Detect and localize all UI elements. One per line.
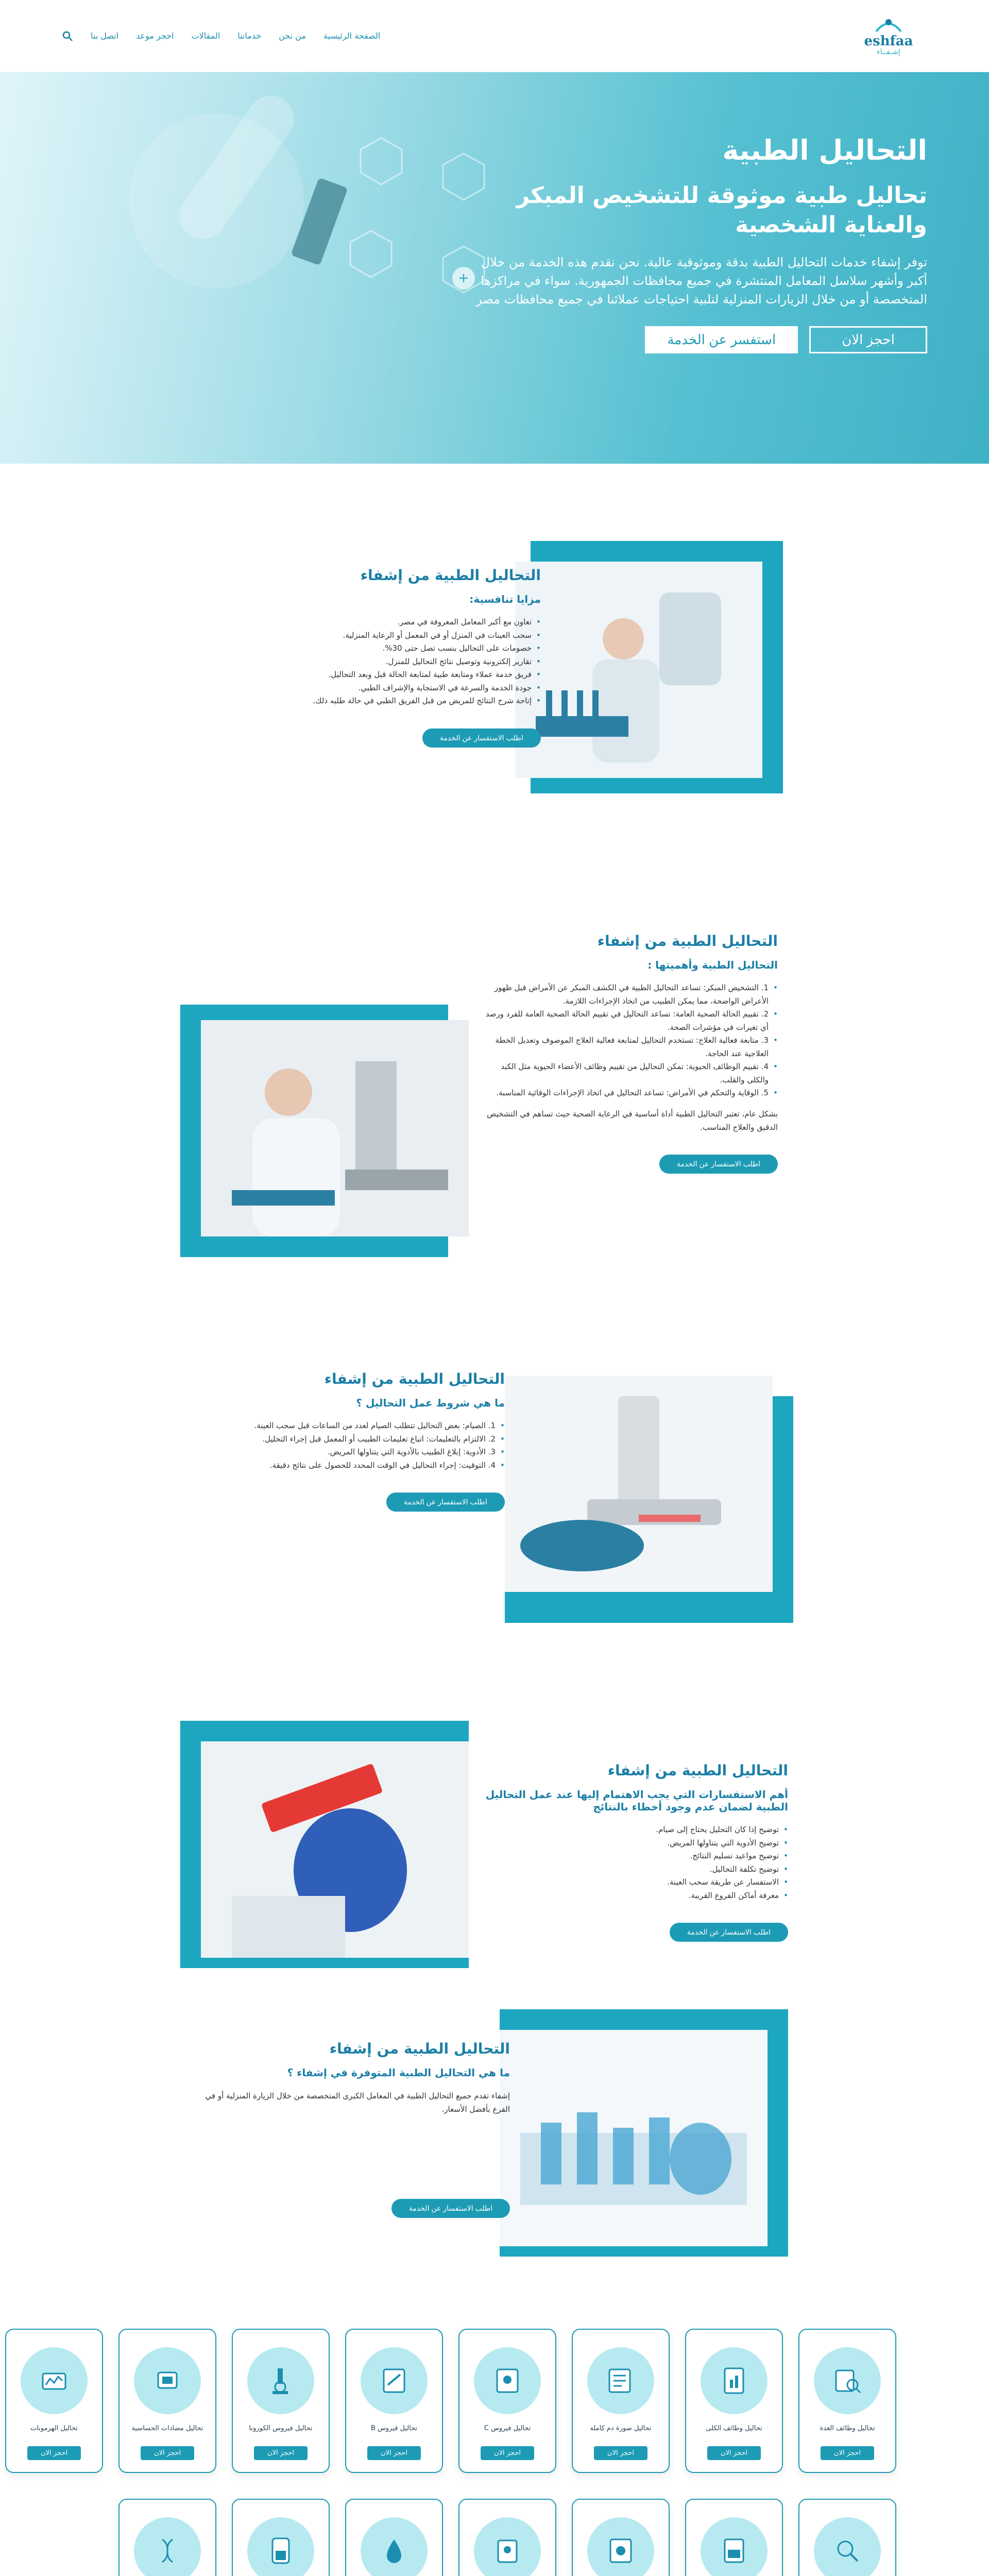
- test-card-book-button[interactable]: احجز الان: [27, 2446, 81, 2460]
- section-text: [201, 2040, 510, 2218]
- section-title: التحاليل الطبية من إشفاء: [607, 1762, 788, 1779]
- section-available-tests: [0, 2009, 989, 2329]
- section-title: التحاليل الطبية من إشفاء: [324, 1370, 505, 1387]
- test-card[interactable]: [118, 2499, 216, 2576]
- test-card-label: تحاليل مضادات الحساسية: [131, 2425, 203, 2432]
- list-item: • 5. الوقاية والتحكم في الأمراض: تساعد التحاليل في اتخاذ الإجراءات الوقائية المناسبة.: [479, 1087, 778, 1100]
- anemia-icon: [361, 2517, 428, 2576]
- genetic-icon: [134, 2517, 201, 2576]
- hero-actions: [464, 326, 927, 353]
- inquire-service-button[interactable]: اطلب الاستفسار عن الخدمة: [659, 1155, 778, 1174]
- nav-home[interactable]: الصفحة الرئيسية: [323, 31, 381, 41]
- test-card[interactable]: [118, 2329, 216, 2473]
- test-card[interactable]: [232, 2499, 330, 2576]
- inquire-service-button[interactable]: اطلب الاستفسار عن الخدمة: [422, 728, 541, 748]
- tests-cards-grid: [0, 2329, 989, 2576]
- test-card-label: تحاليل فيروس B: [370, 2425, 418, 2432]
- section-image-frame: [484, 1360, 793, 1628]
- test-card[interactable]: [345, 2329, 443, 2473]
- hero-banner: [0, 72, 989, 464]
- list-item: • معرفة أماكن الفروع القريبة.: [479, 1889, 788, 1903]
- test-card[interactable]: [685, 2329, 783, 2473]
- lab-photo: [515, 562, 762, 778]
- test-card-label: تحاليل فيروس C: [484, 2425, 531, 2432]
- list-item: • توضيح الأدوية التي يتناولها المريض.: [479, 1837, 788, 1850]
- hero-text: توفر إشفاء خدمات التحاليل الطبية بدقة وموثوقية عالية. نحن نقدم هذه الخدمة من خلال أكبر وأشهر سلاسل المعامل المنتشرة في جميع محافظات الجمهورية. سواء في مراكزها المتخصصة أو من خلال الزيارات المنزلية لتلبية احتياجات عملائنا في جميع محافظات مصر: [476, 255, 927, 307]
- section-subtitle: التحاليل الطبية وأهميتها :: [647, 959, 778, 971]
- list-item: • 4. تقييم الوظائف الحيوية: تمكن التحاليل من تقييم وظائف الأعضاء الحيوية مثل الكبد والكلى والقلب.: [479, 1060, 778, 1087]
- site-header: [0, 0, 989, 72]
- list-item: • 4. التوقيت: إجراء التحاليل في الوقت المحدد للحصول على نتائج دقيقة.: [201, 1459, 505, 1472]
- nav-booking[interactable]: احجز موعد: [136, 31, 174, 41]
- section-advantages: [0, 541, 989, 922]
- test-card[interactable]: [685, 2499, 783, 2576]
- cbc-icon: [587, 2517, 654, 2576]
- blood-test-icon: [587, 2347, 654, 2414]
- list-item: • 3. الأدوية: إبلاغ الطبيب بالأدوية التي يتناولها المريض.: [201, 1446, 505, 1459]
- section-text: [201, 1370, 505, 1512]
- list-item: • الاستفسار عن طريقة سحب العينة.: [479, 1876, 788, 1889]
- nav-about[interactable]: من نحن: [279, 31, 306, 41]
- hero-inquire-button[interactable]: استفسر عن الخدمة: [645, 326, 798, 353]
- test-card[interactable]: [345, 2499, 443, 2576]
- lab-glassware-photo: [500, 2030, 768, 2246]
- test-card-book-button[interactable]: احجز الان: [821, 2446, 874, 2460]
- kidney-icon: [701, 2347, 768, 2414]
- test-card-book-button[interactable]: احجز الان: [594, 2446, 647, 2460]
- virus-b-icon: [361, 2347, 428, 2414]
- test-card[interactable]: [572, 2329, 670, 2473]
- brand-logo[interactable]: [850, 16, 927, 56]
- test-card[interactable]: [232, 2329, 330, 2473]
- nav-contact[interactable]: اتصل بنا: [91, 31, 119, 41]
- cholesterol-icon: [247, 2517, 314, 2576]
- test-card-label: تحاليل صورة دم كاملة: [590, 2425, 652, 2432]
- hero-content: [464, 134, 927, 353]
- section-image-frame: [180, 1721, 489, 1989]
- inquire-service-button[interactable]: اطلب الاستفسار عن الخدمة: [386, 1493, 505, 1512]
- blood-picture-icon: [814, 2517, 881, 2576]
- list-item: • فريق خدمة عملاء ومتابعة طبية لمتابعة الحالة قبل وبعد التحاليل.: [211, 668, 541, 682]
- section-subtitle: أهم الاستفسارات التي يجب الاهتمام إليها عند عمل التحاليل الطبية لضمان عدم وجود أخطاء بالنتائج: [485, 1788, 788, 1813]
- section-inquiries: [0, 1721, 989, 2009]
- section-conditions: [0, 1360, 989, 1721]
- section-title: التحاليل الطبية من إشفاء: [360, 567, 541, 584]
- list-item: • إتاحة شرح النتائج للمريض من قبل الفريق الطبي في حالة طلبه ذلك.: [211, 694, 541, 708]
- lab-photo: [201, 1020, 469, 1236]
- test-card[interactable]: [572, 2499, 670, 2576]
- section-image-frame: [180, 1005, 489, 1262]
- list-item: • 3. متابعة فعالية العلاج: تستخدم التحاليل لمتابعة فعالية العلاج الموصوف وتعديل الخطة العلاجية عند الحاجة.: [479, 1034, 778, 1060]
- thyroid-icon: [814, 2347, 881, 2414]
- test-card-label: تحاليل وظائف الكلى: [706, 2425, 762, 2432]
- covid-icon: [247, 2347, 314, 2414]
- main-nav: [62, 30, 380, 42]
- list-item: • توضيح مواعيد تسليم النتائج.: [479, 1850, 788, 1863]
- list-item: • خصومات على التحاليل بنسب تصل حتى 30%.: [211, 642, 541, 655]
- nav-articles[interactable]: المقالات: [191, 31, 220, 41]
- test-card-book-button[interactable]: احجز الان: [367, 2446, 421, 2460]
- list-item: • توضيح تكلفة التحاليل.: [479, 1863, 788, 1876]
- list-item: • تعاون مع أكبر المعامل المعروفة في مصر.: [211, 616, 541, 629]
- list-item: • 2. تقييم الحالة الصحية العامة: تساعد التحاليل في تقييم الحالة الصحية العامة للفرد ورصد أي تغيرات في مؤشرات الصحة.: [479, 1008, 778, 1034]
- sugar-icon: [474, 2517, 541, 2576]
- hero-headline: تحاليل طبية موثوقة للتشخيص المبكر والعناية الشخصية: [516, 182, 927, 239]
- nav-services[interactable]: خدماتنا: [237, 31, 262, 41]
- importance-list: [479, 981, 778, 1100]
- hormones-icon: [21, 2347, 88, 2414]
- section-importance: [0, 922, 989, 1360]
- microscope-photo: [505, 1376, 773, 1592]
- search-icon[interactable]: [62, 30, 73, 42]
- list-item: • توضيح إذا كان التحليل يحتاج إلى صيام.: [479, 1823, 788, 1837]
- svg-text:+: +: [458, 270, 469, 286]
- section-text: [479, 1762, 788, 1942]
- inquire-service-button[interactable]: اطلب الاستفسار عن الخدمة: [670, 1923, 788, 1942]
- section-title: التحاليل الطبية من إشفاء: [597, 933, 778, 950]
- list-item: • 1. الصيام: بعض التحاليل تتطلب الصيام لعدد من الساعات قبل سحب العينة.: [201, 1419, 505, 1433]
- test-card[interactable]: [458, 2329, 556, 2473]
- logo-text-en: eshfaa: [864, 33, 913, 49]
- closing-text: بشكل عام، تعتبر التحاليل الطبية أداة أساسية في الرعاية الصحية حيث تساهم في التشخيص الدقيق والعلاج المناسب.: [487, 1109, 778, 1132]
- test-card[interactable]: [798, 2499, 896, 2576]
- test-card-label: تحاليل وظائف الغدة: [820, 2425, 875, 2432]
- list-item: • 2. الالتزام بالتعليمات: اتباع تعليمات الطبيب أو المعمل قبل إجراء التحليل.: [201, 1433, 505, 1446]
- section-image-frame: [479, 2009, 788, 2267]
- test-tubes-photo: [201, 1741, 469, 1958]
- test-card[interactable]: [5, 2329, 103, 2473]
- logo-icon: [873, 16, 904, 35]
- list-item: • 1. التشخيص المبكر: تساعد التحاليل الطبية في الكشف المبكر عن الأمراض قبل ظهور الأعراض الواضحة، مما يمكن الطبيب من اتخاذ الإجراءات اللازمة.: [479, 981, 778, 1008]
- section-paragraph: إشفاء تقدم جميع التحاليل الطبية في المعامل الكبرى المتخصصة من خلال الزيارة المنزلية أو في الفرع بأفضل الأسعار.: [205, 2091, 510, 2114]
- section-subtitle: ما هي شروط عمل التحاليل ؟: [356, 1397, 505, 1409]
- test-card-label: تحاليل فيروس الكورونا: [249, 2425, 313, 2432]
- list-item: • جودة الخدمة والسرعة في الاستجابة والإشراف الطبي.: [211, 682, 541, 695]
- section-subtitle: ما هي التحاليل الطبية المتوفرة في إشفاء ؟: [287, 2066, 510, 2079]
- test-card-book-button[interactable]: احجز الان: [707, 2446, 761, 2460]
- conditions-list: [201, 1419, 505, 1472]
- section-subtitle: مزايا تنافسية:: [469, 593, 541, 605]
- inquire-service-button[interactable]: اطلب الاستفسار عن الخدمة: [391, 2199, 510, 2218]
- section-title: التحاليل الطبية من إشفاء: [329, 2040, 510, 2057]
- test-card[interactable]: [458, 2499, 556, 2576]
- test-card[interactable]: [798, 2329, 896, 2473]
- minerals-icon: [701, 2517, 768, 2576]
- list-item: • سحب العينات في المنزل أو في المعمل أو الرعاية المنزلية.: [211, 629, 541, 642]
- allergy-icon: [134, 2347, 201, 2414]
- hero-title: التحاليل الطبية: [722, 134, 927, 166]
- test-card-book-button[interactable]: احجز الان: [141, 2446, 194, 2460]
- test-card-label: تحاليل الهرمونات: [30, 2425, 78, 2432]
- test-card-book-button[interactable]: احجز الان: [481, 2446, 534, 2460]
- logo-text-ar: إشـفــاء: [877, 47, 900, 56]
- list-item: • تقارير إلكترونية وتوصيل نتائج التحاليل للمنزل.: [211, 655, 541, 669]
- hero-book-button[interactable]: احجز الان: [809, 326, 927, 353]
- section-text: [479, 933, 778, 1174]
- inquiries-list: [479, 1823, 788, 1902]
- test-card-book-button[interactable]: احجز الان: [254, 2446, 308, 2460]
- section-text: [211, 567, 541, 748]
- virus-c-icon: [474, 2347, 541, 2414]
- advantages-list: [211, 616, 541, 708]
